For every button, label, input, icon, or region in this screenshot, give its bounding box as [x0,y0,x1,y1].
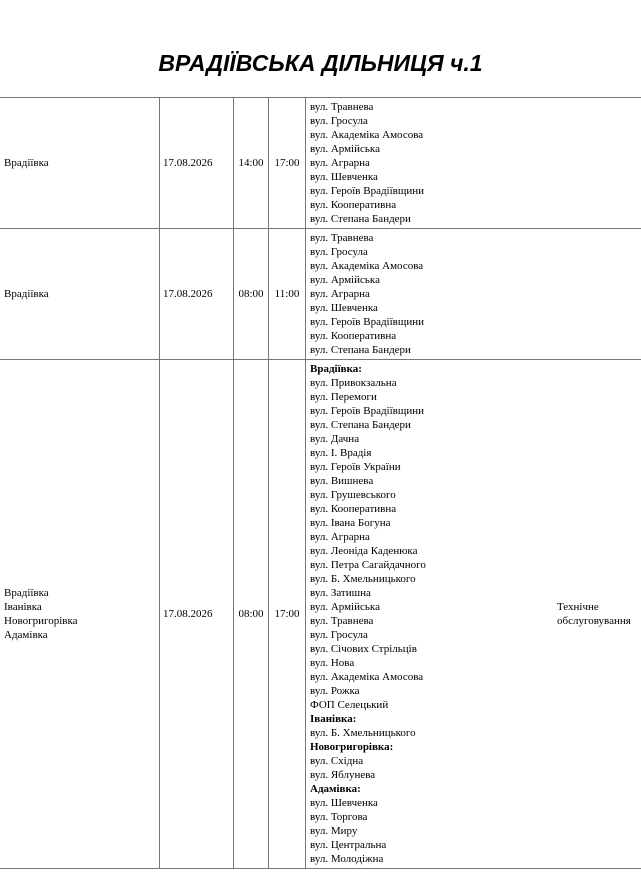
date-value: 17.08.2026 [163,608,213,620]
streets-cell [306,98,553,228]
table-row [0,229,641,360]
street-name: вул. Яблунева [310,769,376,781]
street-name: вул. Торгова [310,811,368,823]
streets-cell [306,229,553,359]
street-name: вул. Дачна [310,433,360,445]
street-name: вул. Героїв України [310,461,401,473]
location-name: Врадіївка [4,157,49,169]
settlement-heading: Адамівка: [310,783,361,795]
street-name: вул. Шевченка [310,171,378,183]
location-list [4,586,78,642]
street-name: вул. Б. Хмельницького [310,573,416,585]
street-name: ФОП Селецький [310,699,389,711]
street-name: вул. Перемоги [310,391,377,403]
work-type [557,600,631,628]
street-name: вул. Петра Сагайдачного [310,559,426,571]
table-row [0,360,641,869]
location-name: Новогригорівка [4,615,78,627]
location-list [4,287,49,301]
date-cell [160,360,234,868]
date-cell [160,229,234,359]
street-name: вул. Травнева [310,232,374,244]
street-name: вул. Аграрна [310,531,370,543]
street-name: вул. Гросула [310,629,368,641]
street-name: вул. Молодіжна [310,853,384,865]
street-name: вул. Нова [310,657,355,669]
street-name: вул. Аграрна [310,288,370,300]
street-name: вул. Гросула [310,246,368,258]
table-row [0,98,641,229]
street-name: вул. Шевченка [310,302,378,314]
street-name: вул. Армійська [310,601,380,613]
street-name: вул. Миру [310,825,358,837]
street-name: вул. Степана Бандери [310,213,411,225]
location-name: Врадіївка [4,288,49,300]
street-name: вул. Кооперативна [310,503,397,515]
end-time: 17:00 [274,157,300,169]
street-name: вул. Кооперативна [310,330,397,342]
location-cell [0,360,160,868]
street-name: вул. Шевченка [310,797,378,809]
street-name: вул. Затишна [310,587,371,599]
settlement-heading: Врадіївка: [310,363,362,375]
start-time: 14:00 [238,157,264,169]
street-name: вул. Грушевського [310,489,396,501]
settlement-heading: Іванівка: [310,713,357,725]
outage-table [0,97,641,869]
street-name: вул. Кооперативна [310,199,397,211]
location-name: Адамівка [4,629,48,641]
work-type-cell [553,360,641,868]
start-time-cell [234,98,269,228]
start-time: 08:00 [238,608,264,620]
location-cell [0,229,160,359]
street-name: вул. І. Врадія [310,447,372,459]
street-name: вул. Академіка Амосова [310,671,424,683]
location-list [4,156,49,170]
start-time-cell [234,360,269,868]
location-name: Врадіївка [4,587,49,599]
page-title: ВРАДІЇВСЬКА ДІЛЬНИЦЯ ч.1 [158,50,483,76]
street-name: вул. Привокзальна [310,377,397,389]
location-cell [0,98,160,228]
street-name: вул. Героїв Врадіївщини [310,185,424,197]
end-time: 17:00 [274,608,300,620]
street-name: вул. Січових Стрільців [310,643,417,655]
street-name: вул. Академіка Амосова [310,260,424,272]
street-name: вул. Центральна [310,839,387,851]
start-time: 08:00 [238,288,264,300]
street-name: вул. Б. Хмельницького [310,727,416,739]
date-value: 17.08.2026 [163,288,213,300]
work-type-line: обслуговування [557,615,631,627]
end-time-cell [269,98,306,228]
date-cell [160,98,234,228]
street-name: вул. Степана Бандери [310,344,411,356]
date-value: 17.08.2026 [163,157,213,169]
street-name: вул. Академіка Амосова [310,129,424,141]
street-name: вул. Вишнева [310,475,374,487]
street-name: вул. Івана Богуна [310,517,391,529]
end-time: 11:00 [274,288,300,300]
streets-cell [306,360,553,868]
work-type-cell [553,98,641,228]
street-name: вул. Героїв Врадіївщини [310,316,424,328]
location-name: Іванівка [4,601,42,613]
street-name: вул. Травнева [310,615,374,627]
end-time-cell [269,360,306,868]
street-name: вул. Травнева [310,101,374,113]
street-name: вул. Рожка [310,685,360,697]
street-name: вул. Леоніда Каденюка [310,545,418,557]
street-name: вул. Героїв Врадіївщини [310,405,424,417]
street-name: вул. Степана Бандери [310,419,411,431]
street-name: вул. Східна [310,755,364,767]
street-name: вул. Аграрна [310,157,370,169]
work-type-line: Технічне [557,601,599,613]
street-name: вул. Гросула [310,115,368,127]
work-type-cell [553,229,641,359]
street-name: вул. Армійська [310,274,380,286]
start-time-cell [234,229,269,359]
end-time-cell [269,229,306,359]
settlement-heading: Новогригорівка: [310,741,394,753]
street-name: вул. Армійська [310,143,380,155]
